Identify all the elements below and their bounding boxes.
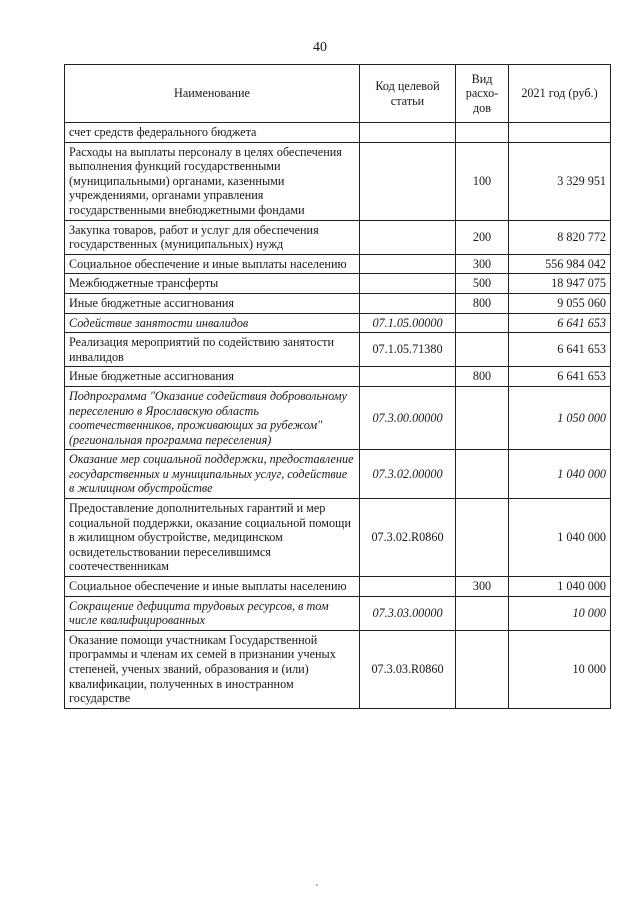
budget-table (64, 64, 611, 709)
header-amount: 2021 год (руб.) (509, 65, 611, 123)
cell-code (360, 142, 456, 220)
cell-amount: 1 040 000 (509, 450, 611, 499)
cell-code (360, 254, 456, 274)
cell-amount: 6 641 653 (509, 367, 611, 387)
cell-vid (456, 333, 509, 367)
cell-vid (456, 313, 509, 333)
cell-amount: 1 040 000 (509, 577, 611, 597)
cell-name: Предоставление дополнительных гарантий и мер социальной поддержки, оказание социальной помощи в жилищном обустройстве, медицинском освидетельствовании переселившимся соотечественникам (65, 499, 360, 577)
cell-name: Иные бюджетные ассигнования (65, 293, 360, 313)
table-row (65, 220, 611, 254)
cell-amount: 1 050 000 (509, 386, 611, 449)
table-row (65, 367, 611, 387)
cell-code: 07.3.02.R0860 (360, 499, 456, 577)
cell-code (360, 220, 456, 254)
cell-name: Оказание мер социальной поддержки, предоставление государственных и муниципальных услуг, содействие в жилищном обустройстве (65, 450, 360, 499)
header-code: Код целевой статьи (360, 65, 456, 123)
table-row (65, 254, 611, 274)
table-row (65, 333, 611, 367)
table-row (65, 274, 611, 294)
cell-amount: 556 984 042 (509, 254, 611, 274)
cell-amount: 9 055 060 (509, 293, 611, 313)
cell-vid: 500 (456, 274, 509, 294)
table-row (65, 386, 611, 449)
scan-speck (316, 884, 318, 886)
cell-vid (456, 123, 509, 143)
cell-code: 07.3.03.R0860 (360, 630, 456, 708)
cell-amount: 1 040 000 (509, 499, 611, 577)
cell-vid (456, 450, 509, 499)
cell-amount: 6 641 653 (509, 313, 611, 333)
cell-code: 07.3.00.00000 (360, 386, 456, 449)
cell-vid: 200 (456, 220, 509, 254)
cell-vid: 300 (456, 254, 509, 274)
cell-code (360, 274, 456, 294)
cell-vid: 300 (456, 577, 509, 597)
cell-code: 07.1.05.71380 (360, 333, 456, 367)
cell-amount: 10 000 (509, 596, 611, 630)
table-row (65, 499, 611, 577)
header-name: Наименование (65, 65, 360, 123)
table-row (65, 293, 611, 313)
cell-amount: 10 000 (509, 630, 611, 708)
cell-name: Социальное обеспечение и иные выплаты населению (65, 254, 360, 274)
cell-vid: 800 (456, 293, 509, 313)
cell-name: Закупка товаров, работ и услуг для обеспечения государственных (муниципальных) нужд (65, 220, 360, 254)
cell-code: 07.3.03.00000 (360, 596, 456, 630)
cell-code (360, 123, 456, 143)
cell-name: Сокращение дефицита трудовых ресурсов, в том числе квалифицированных (65, 596, 360, 630)
table-row (65, 450, 611, 499)
cell-code: 07.3.02.00000 (360, 450, 456, 499)
table-row (65, 313, 611, 333)
cell-vid: 800 (456, 367, 509, 387)
cell-vid (456, 499, 509, 577)
cell-amount: 3 329 951 (509, 142, 611, 220)
table-row (65, 630, 611, 708)
cell-amount: 6 641 653 (509, 333, 611, 367)
cell-code (360, 367, 456, 387)
cell-name: Межбюджетные трансферты (65, 274, 360, 294)
cell-name: Иные бюджетные ассигнования (65, 367, 360, 387)
cell-amount: 18 947 075 (509, 274, 611, 294)
header-vid: Вид расхо- дов (456, 65, 509, 123)
cell-vid (456, 630, 509, 708)
cell-amount (509, 123, 611, 143)
cell-vid (456, 596, 509, 630)
table-row (65, 123, 611, 143)
cell-code (360, 577, 456, 597)
cell-name: Подпрограмма "Оказание содействия добровольному переселению в Ярославскую область соотечественников, проживающих за рубежом" (региональная программа переселения) (65, 386, 360, 449)
cell-name: счет средств федерального бюджета (65, 123, 360, 143)
table-row (65, 577, 611, 597)
cell-name: Социальное обеспечение и иные выплаты населению (65, 577, 360, 597)
cell-name: Реализация мероприятий по содействию занятости инвалидов (65, 333, 360, 367)
cell-amount: 8 820 772 (509, 220, 611, 254)
table-row (65, 596, 611, 630)
cell-code: 07.1.05.00000 (360, 313, 456, 333)
cell-vid (456, 386, 509, 449)
cell-name: Содействие занятости инвалидов (65, 313, 360, 333)
cell-name: Расходы на выплаты персоналу в целях обеспечения выполнения функций государственными (муниципальными) органами, казенными учреждениями, органами управления государственными внебюджетными фондами (65, 142, 360, 220)
cell-code (360, 293, 456, 313)
cell-name: Оказание помощи участникам Государственной программы и членам их семей в признании ученых степеней, ученых званий, образования и (или) квалификации, полученных в иностранном государстве (65, 630, 360, 708)
page-number: 40 (313, 40, 327, 55)
cell-vid: 100 (456, 142, 509, 220)
table-row (65, 142, 611, 220)
